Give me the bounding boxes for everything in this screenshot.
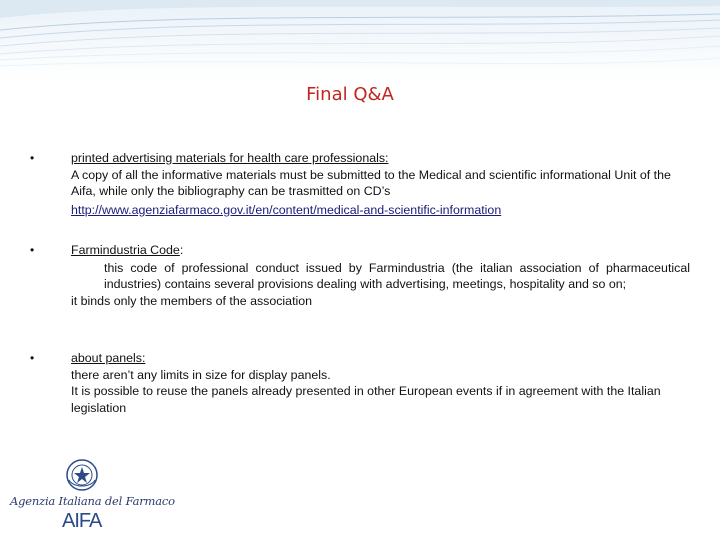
header-wave-band (0, 0, 720, 80)
bullet-heading: printed advertising materials for health care professionals: (71, 151, 389, 165)
bullet-text: A copy of all the informative materials must be submitted to the Medical and scientific informational Unit of the Aifa, while only the bibliography can be trasmitted on CD’s (71, 167, 671, 198)
bullet-icon: • (30, 151, 35, 165)
page-title: Final Q&A (306, 84, 394, 105)
medical-info-link[interactable]: http://www.agenziafarmaco.gov.it/en/content/medical-and-scientific-information (71, 202, 502, 217)
aifa-acronym: AIFA (62, 510, 102, 532)
agency-name: Agenzia Italiana del Farmaco (10, 494, 175, 508)
bullet-heading-colon: : (179, 243, 184, 257)
bullet-icon: • (30, 351, 35, 365)
aifa-logo (10, 458, 175, 538)
bullet-icon: • (30, 243, 35, 257)
bullet-heading: Farmindustria Code (71, 243, 180, 257)
bullet-heading: about panels: (71, 351, 146, 365)
bullet-text: It is possible to reuse the panels already presented in other European events if in agreement with the Italian legislation (71, 384, 661, 415)
italian-emblem-icon (65, 458, 99, 492)
bullet-text: this code of professional conduct issued by Farmindustria (the italian association of pharmaceutical industries) contains several provisions dealing with advertising, meetings, hospitality and so on; (104, 260, 690, 291)
bullet-text: it binds only the members of the association (71, 293, 313, 308)
bullet-text: there aren’t any limits in size for display panels. (71, 367, 331, 382)
